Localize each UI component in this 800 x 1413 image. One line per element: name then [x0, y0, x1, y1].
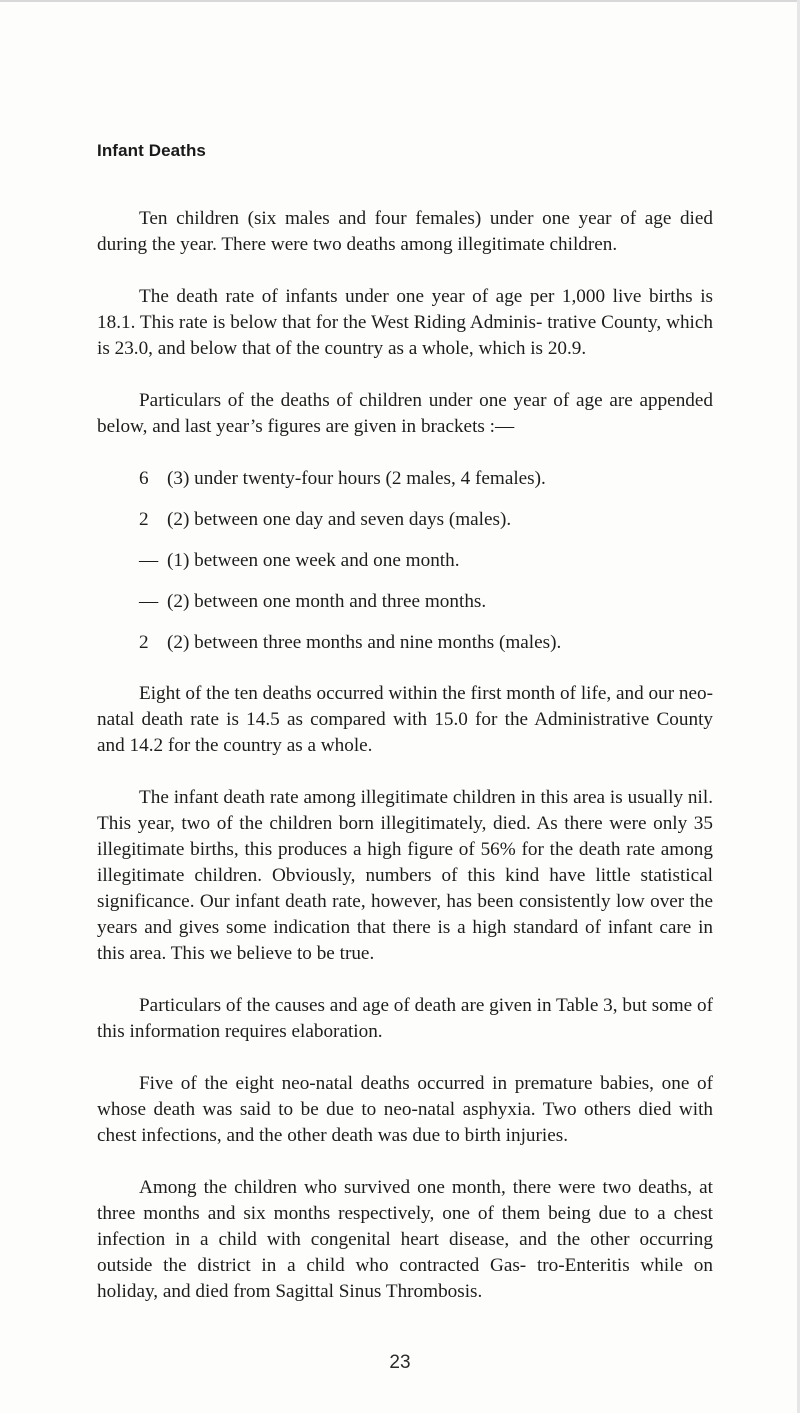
- list-item-count: 2: [139, 632, 149, 653]
- paragraph-premature-babies: Five of the eight neo-natal deaths occurred in premature babies, one of whose death was said to be due to neo-natal asphyxia. Two others died with chest infections, and the other death was due to birth injuries.: [97, 1073, 713, 1146]
- list-item-text: (2) between one day and seven days (males).: [167, 509, 512, 530]
- list-item-count: —: [139, 550, 159, 571]
- list-item: [97, 589, 713, 615]
- section-heading: Infant Deaths: [97, 141, 206, 160]
- list-item-text: (3) under twenty-four hours (2 males, 4 females).: [167, 468, 546, 489]
- list-item: [97, 507, 713, 533]
- list-item-text: (2) between one month and three months.: [167, 591, 487, 612]
- paragraph-particulars-intro: Particulars of the deaths of children under one year of age are appended below, and last year’s figures are given in brackets :—: [97, 390, 713, 437]
- page-number: 23: [389, 1352, 411, 1373]
- paragraph-ten-children: Ten children (six males and four females) under one year of age died during the year. There were two deaths among illegitimate children.: [97, 208, 713, 255]
- paragraph-death-rate: The death rate of infants under one year of age per 1,000 live births is 18.1. This rate is below that for the West Riding Adminis- trative County, which is 23.0, and below that of the country as a whole, which is 20.9.: [97, 286, 713, 359]
- list-item-count: 2: [139, 509, 149, 530]
- page-top-edge: [0, 0, 800, 2]
- list-item-text: (1) between one week and one month.: [167, 550, 460, 571]
- paragraph-table-reference: Particulars of the causes and age of death are given in Table 3, but some of this information requires elaboration.: [97, 995, 713, 1042]
- paragraph-survivors: Among the children who survived one month, there were two deaths, at three months and six months respectively, one of them being due to a chest infection in a child with congenital heart disease, and the other occurring outside the district in a child who contracted Gas- tro-Enteritis while on holiday, and died from Sagittal Sinus Thrombosis.: [97, 1177, 713, 1302]
- list-item-text: (2) between three months and nine months (males).: [167, 632, 562, 653]
- paragraph-illegitimate-rate: The infant death rate among illegitimate children in this area is usually nil. This year, two of the children born illegitimately, died. As there were only 35 illegitimate births, this produces a high figure of 56% for the death rate among illegitimate children. Obviously, numbers of this kind have little statistical significance. Our infant death rate, however, has been consistently low over the years and gives some indication that there is a high standard of infant care in this area. This we believe to be true.: [97, 787, 713, 964]
- list-item: [97, 630, 713, 656]
- body-text: [97, 206, 713, 1331]
- list-item-count: 6: [139, 468, 149, 489]
- list-item-count: —: [139, 591, 159, 612]
- paragraph-neo-natal-rate: Eight of the ten deaths occurred within the first month of life, and our neo-natal death rate is 14.5 as compared with 15.0 for the Administrative County and 14.2 for the country as a whole.: [97, 683, 713, 756]
- deaths-breakdown-list: [97, 466, 713, 656]
- list-item: [97, 548, 713, 574]
- list-item: [97, 466, 713, 492]
